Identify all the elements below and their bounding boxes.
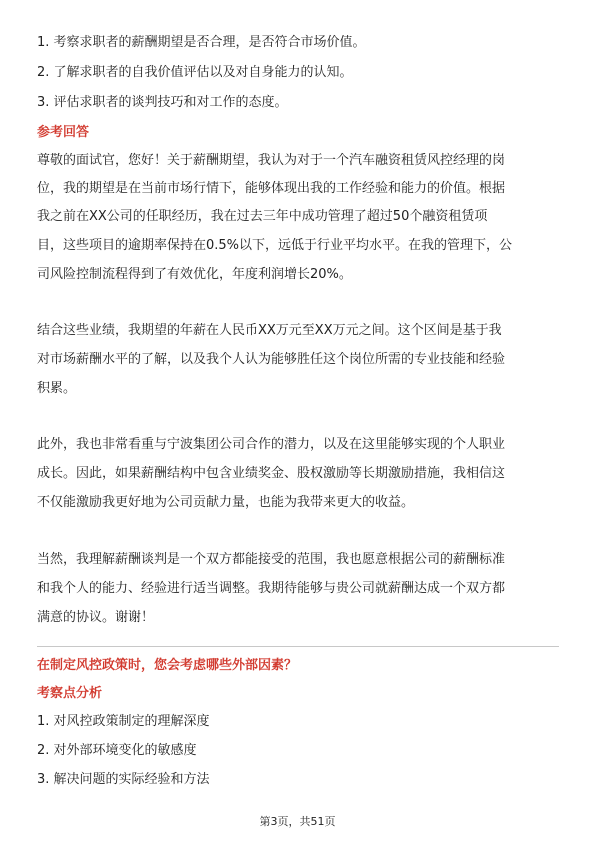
answer-p2-line-2: 对市场薪酬水平的了解，以及我个人认为能够胜任这个岗位所需的专业技能和经验 xyxy=(37,352,506,367)
answer-p4-line-1: 当然，我理解薪酬谈判是一个双方都能接受的范围，我也愿意根据公司的薪酬标准 xyxy=(37,552,506,567)
reference-answer-heading: 参考回答 xyxy=(37,125,90,140)
answer-p2-line-1: 结合这些业绩，我期望的年薪在人民币XX万元至XX万元之间。这个区间是基于我 xyxy=(37,323,502,338)
answer-p4-line-2: 和我个人的能力、经验进行适当调整。我期待能够与贵公司就薪酬达成一个双方都 xyxy=(37,581,506,596)
answer-p1-line-3: 我之前在XX公司的任职经历，我在过去三年中成功管理了超过50个融资租赁项 xyxy=(37,209,488,224)
answer-p3-line-2: 成长。因此，如果薪酬结构中包含业绩奖金、股权激励等长期激励措施，我相信这 xyxy=(37,466,506,481)
answer-p1-line-5: 司风险控制流程得到了有效优化，年度利润增长20%。 xyxy=(37,267,352,282)
top-point-1: 1. 考察求职者的薪酬期望是否合理，是否符合市场价值。 xyxy=(37,35,366,50)
answer-p2-line-3: 积累。 xyxy=(37,381,77,396)
top-point-2: 2. 了解求职者的自我价值评估以及对自身能力的认知。 xyxy=(37,65,353,80)
top-point-3: 3. 评估求职者的谈判技巧和对工作的态度。 xyxy=(37,95,288,110)
answer-p1-line-2: 位，我的期望是在当前市场行情下，能够体现出我的工作经验和能力的价值。根据 xyxy=(37,181,506,196)
answer-p4-line-3: 满意的协议。谢谢！ xyxy=(37,610,155,625)
analysis-point-2: 2. 对外部环境变化的敏感度 xyxy=(37,743,197,758)
analysis-point-1: 1. 对风控政策制定的理解深度 xyxy=(37,714,210,729)
analysis-heading: 考察点分析 xyxy=(37,686,103,701)
answer-p1-line-1: 尊敬的面试官，您好！关于薪酬期望，我认为对于一个汽车融资租赁风控经理的岗 xyxy=(37,153,506,168)
answer-p3-line-3: 不仅能激励我更好地为公司贡献力量，也能为我带来更大的收益。 xyxy=(37,495,415,510)
answer-p3-line-1: 此外，我也非常看重与宁波集团公司合作的潜力，以及在这里能够实现的个人职业 xyxy=(37,437,506,452)
section-divider xyxy=(37,646,559,647)
analysis-point-3: 3. 解决问题的实际经验和方法 xyxy=(37,772,210,787)
page-number-footer: 第3页，共51页 xyxy=(259,815,336,828)
answer-p1-line-4: 目，这些项目的逾期率保持在0.5%以下，远低于行业平均水平。在我的管理下，公 xyxy=(37,238,513,253)
question-title: 在制定风控政策时，您会考虑哪些外部因素？ xyxy=(37,658,298,673)
